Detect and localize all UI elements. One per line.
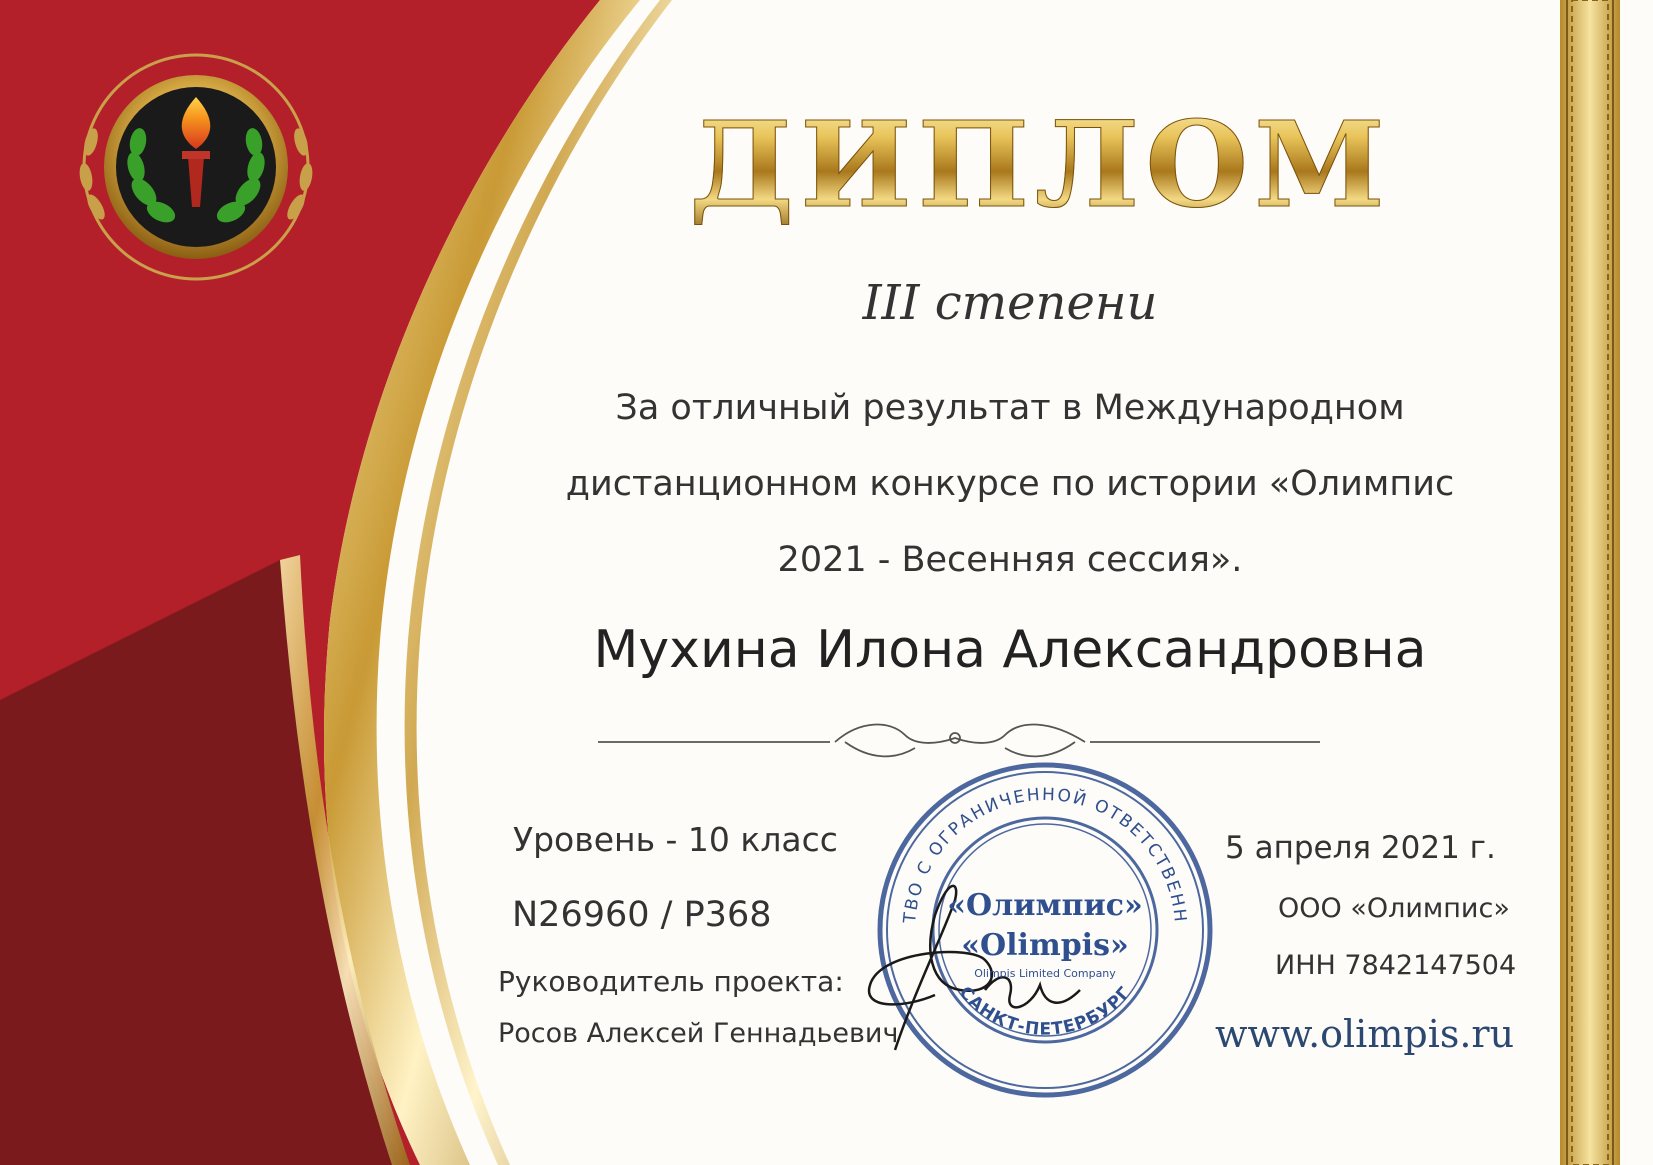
stamp-name-en: «Olimpis» — [961, 928, 1129, 963]
right-border — [1560, 0, 1620, 1165]
svg-text:САНКТ-ПЕТЕРБУРГ — [955, 983, 1136, 1040]
organization-inn: ИНН 7842147504 — [1275, 950, 1517, 981]
award-reason: За отличный результат в Международном дистанционном конкурсе по истории «Олимпис 2021 - Весенняя сессия». — [565, 388, 1455, 580]
organization-name: ООО «Олимпис» — [1278, 893, 1510, 924]
level-text: Уровень - 10 класс — [513, 820, 838, 859]
recipient-name: Мухина Илона Александровна — [593, 620, 1427, 680]
stamp-text-layer — [880, 765, 1210, 1095]
stamp-sub: Olimpis Limited Company — [974, 967, 1116, 980]
project-head-name: Росов Алексей Геннадьевич — [498, 1018, 899, 1049]
diploma-number: N26960 / P368 — [512, 895, 772, 935]
ornament-divider — [598, 725, 1320, 757]
stamp-city-text: САНКТ-ПЕТЕРБУРГ — [954, 982, 1136, 1040]
project-head-label: Руководитель проекта: — [498, 965, 844, 998]
stamp-ring-text: ТВО С ОГРАНИЧЕННОЙ ОТВЕТСТВЕНН — [900, 784, 1190, 925]
stamp-name-ru: «Олимпис» — [947, 888, 1143, 923]
website-link[interactable]: www.olimpis.ru — [1215, 1012, 1515, 1056]
issue-date: 5 апреля 2021 г. — [1225, 830, 1496, 866]
diploma-degree: III степени — [862, 275, 1158, 331]
diploma-title: ДИПЛОМ — [680, 95, 1400, 234]
